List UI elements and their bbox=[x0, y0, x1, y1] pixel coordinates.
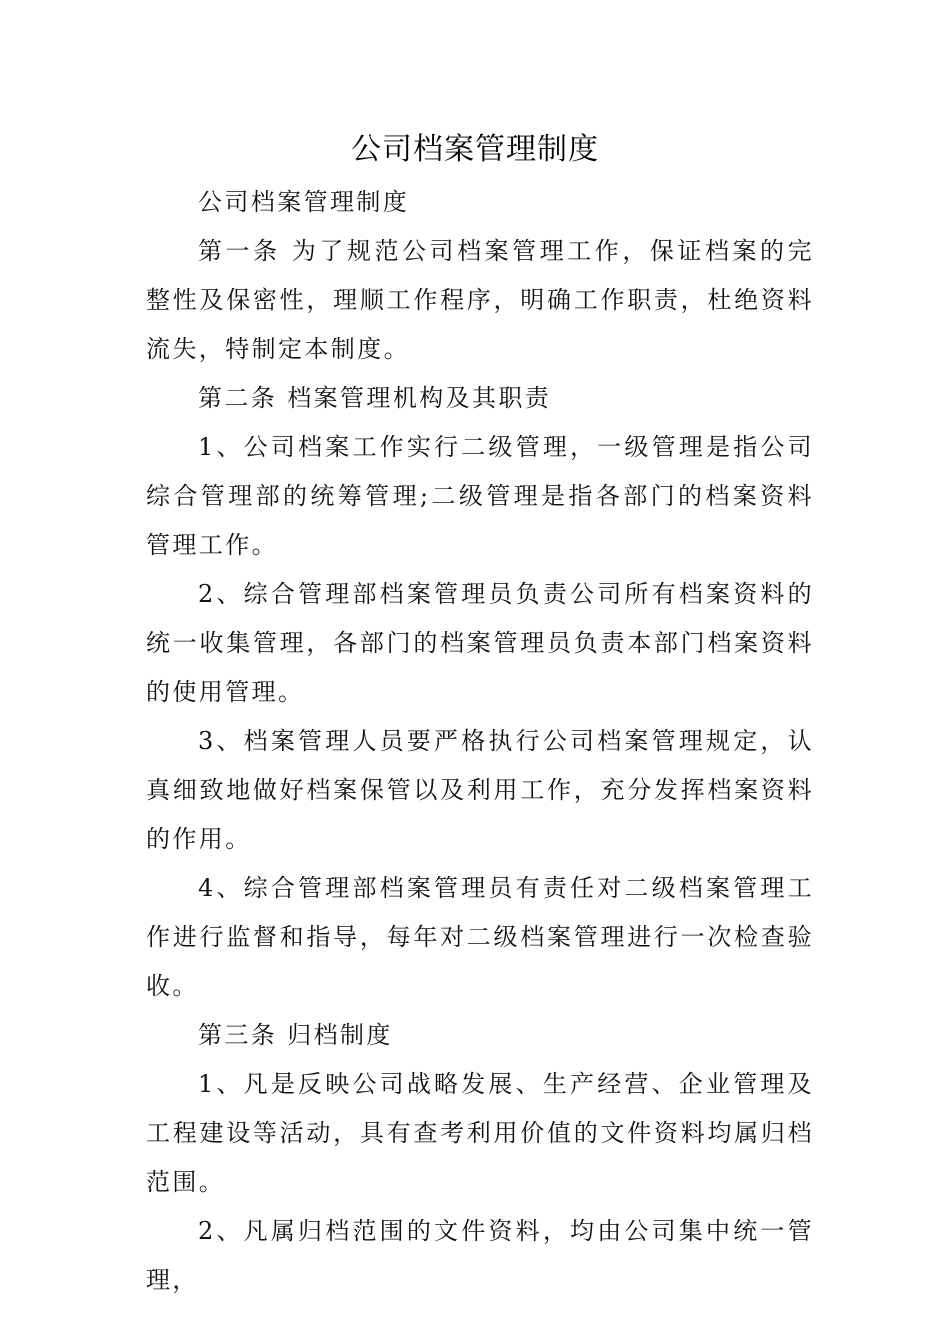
document-title: 公司档案管理制度 bbox=[351, 132, 599, 167]
paragraph-article-2-item-3: 3、档案管理人员要严格执行公司档案管理规定，认真细致地做好档案保管以及利用工作，充分发挥档案资料的作用。 bbox=[146, 727, 814, 853]
paragraph-article-2-item-2: 2、综合管理部档案管理员负责公司所有档案资料的统一收集管理，各部门的档案管理员负责本部门档案资料的使用管理。 bbox=[146, 580, 814, 706]
paragraph-article-3-heading: 第三条 归档制度 bbox=[198, 1021, 393, 1049]
paragraph-article-2-item-4: 4、综合管理部档案管理员有责任对二级档案管理工作进行监督和指导，每年对二级档案管理进行一次检查验收。 bbox=[146, 874, 814, 1000]
paragraph-article-3-item-1: 1、凡是反映公司战略发展、生产经营、企业管理及工程建设等活动，具有查考利用价值的文件资料均属归档范围。 bbox=[146, 1070, 814, 1196]
paragraph-heading: 公司档案管理制度 bbox=[198, 188, 410, 216]
document-body bbox=[146, 178, 814, 1305]
paragraph-article-3-item-2: 2、凡属归档范围的文件资料，均由公司集中统一管理， bbox=[146, 1217, 814, 1294]
paragraph-article-2-heading: 第二条 档案管理机构及其职责 bbox=[198, 384, 552, 412]
paragraph-article-2-item-1: 1、公司档案工作实行二级管理，一级管理是指公司综合管理部的统筹管理;二级管理是指各部门的档案资料管理工作。 bbox=[146, 433, 814, 559]
paragraph-article-1: 第一条 为了规范公司档案管理工作，保证档案的完整性及保密性，理顺工作程序，明确工作职责，杜绝资料流失，特制定本制度。 bbox=[146, 237, 814, 363]
